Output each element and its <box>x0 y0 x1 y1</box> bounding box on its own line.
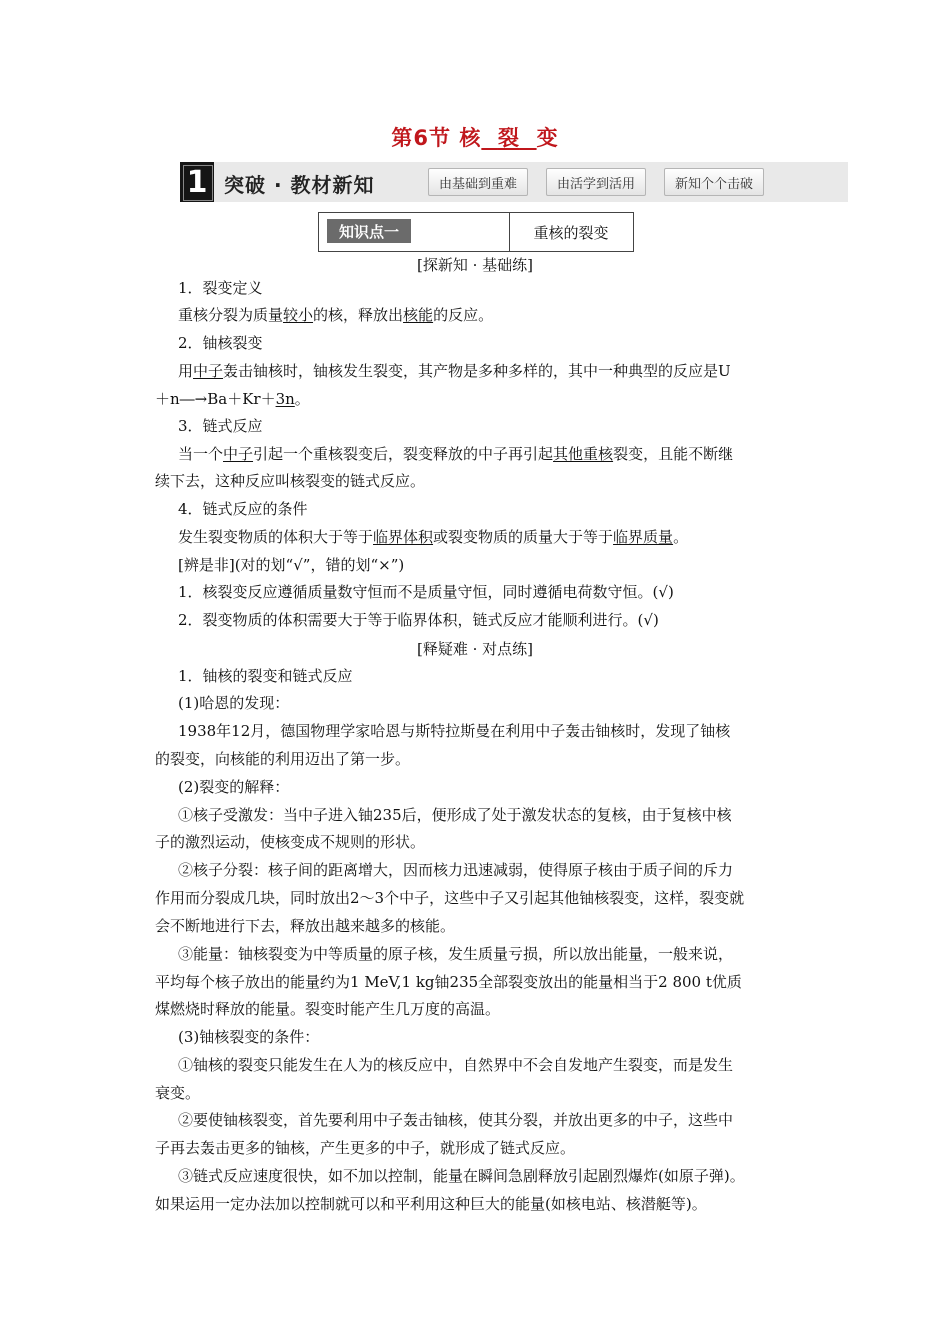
text-line: 子的激烈运动，使核变成不规则的形状。 <box>155 833 426 851</box>
text-line: (3)铀核裂变的条件： <box>178 1028 320 1046</box>
break-through-button[interactable]: 新知个个击破 <box>664 168 764 196</box>
text-line: 的裂变，向核能的利用迈出了第一步。 <box>155 750 411 768</box>
text-line: 子再去轰击更多的铀核，产生更多的中子，就形成了链式反应。 <box>155 1139 576 1157</box>
title-prefix: 第6节 核 <box>391 126 482 150</box>
text-line: 煤燃烧时释放的能量。裂变时能产生几万度的高温。 <box>155 1000 501 1018</box>
title-char-2: 变 <box>536 126 559 150</box>
section-banner <box>180 162 848 202</box>
text-line: (2)裂变的解释： <box>178 778 290 796</box>
text-line: ②要使铀核裂变，首先要利用中子轰击铀核，使其分裂，并放出更多的中子，这些中 <box>178 1111 734 1129</box>
knowledge-point-label: 知识点一 <box>327 219 411 243</box>
text-line: 2．铀核裂变 <box>178 334 263 352</box>
text-line: ③能量：铀核裂变为中等质量的原子核，发生质量亏损，所以放出能量，一般来说， <box>178 945 734 963</box>
text-line: 发生裂变物质的体积大于等于临界体积或裂变物质的质量大于等于临界质量。 <box>178 528 689 546</box>
text-line: 2．裂变物质的体积需要大于等于临界体积，链式反应才能顺利进行。(√) <box>178 611 659 629</box>
title-char-1: 裂 <box>497 126 520 150</box>
learn-to-apply-button[interactable]: 由活学到活用 <box>546 168 646 196</box>
text-line: [辨是非](对的划“√”，错的划“×”) <box>178 556 405 574</box>
text-line: ＋n―→Ba＋Kr＋3n。 <box>155 390 310 408</box>
text-line: 续下去，这种反应叫核裂变的链式反应。 <box>155 472 426 490</box>
text-line: ①铀核的裂变只能发生在人为的核反应中，自然界中不会自发地产生裂变，而是发生 <box>178 1056 734 1074</box>
text-line: 3．链式反应 <box>178 417 263 435</box>
text-line: 1938年12月，德国物理学家哈恩与斯特拉斯曼在利用中子轰击铀核时，发现了铀核 <box>178 722 731 740</box>
text-line: ②核子分裂：核子间的距离增大，因而核力迅速减弱，使得原子核由于质子间的斥力 <box>178 861 734 879</box>
text-line: ③链式反应速度很快，如不加以控制，能量在瞬间急剧释放引起剧烈爆炸(如原子弹)。 <box>178 1167 745 1185</box>
text-line: 1．铀核的裂变和链式反应 <box>178 667 353 685</box>
text-line: (1)哈恩的发现： <box>178 694 290 712</box>
text-line: 衰变。 <box>155 1084 201 1102</box>
section-number <box>180 162 214 202</box>
clarify-section-heading: [释疑难 · 对点练] <box>416 640 533 658</box>
page-title <box>0 122 950 152</box>
text-line: 用中子轰击铀核时，铀核发生裂变，其产物是多种多样的，其中一种典型的反应是U <box>178 362 731 380</box>
basic-to-advanced-button[interactable]: 由基础到重难 <box>428 168 528 196</box>
text-line: 4．链式反应的条件 <box>178 500 308 518</box>
text-line: 1．裂变定义 <box>178 279 263 297</box>
knowledge-point-box <box>318 212 634 252</box>
explore-section-heading: [探新知 · 基础练] <box>416 256 533 274</box>
text-line: 重核分裂为质量较小的核，释放出核能的反应。 <box>178 306 494 324</box>
text-line: 1．核裂变反应遵循质量数守恒而不是质量守恒，同时遵循电荷数守恒。(√) <box>178 583 674 601</box>
text-line: 平均每个核子放出的能量约为1 MeV,1 kg铀235全部裂变放出的能量相当于2 800 t优质 <box>155 973 742 991</box>
section-number-text: 1 <box>186 164 208 200</box>
text-line: 如果运用一定办法加以控制就可以和平利用这种巨大的能量(如核电站、核潜艇等)。 <box>155 1195 707 1213</box>
banner-title: 突破 · 教材新知 <box>224 173 375 197</box>
text-line: 会不断地进行下去，释放出越来越多的核能。 <box>155 917 456 935</box>
knowledge-point-topic: 重核的裂变 <box>533 223 609 242</box>
text-line: ①核子受激发：当中子进入铀235后，便形成了处于激发状态的复核，由于复核中核 <box>178 806 732 824</box>
text-line: 当一个中子引起一个重核裂变后，裂变释放的中子再引起其他重核裂变，且能不断继 <box>178 445 734 463</box>
text-line: 作用而分裂成几块，同时放出2～3个中子，这些中子又引起其他铀核裂变，这样，裂变就 <box>155 889 745 907</box>
